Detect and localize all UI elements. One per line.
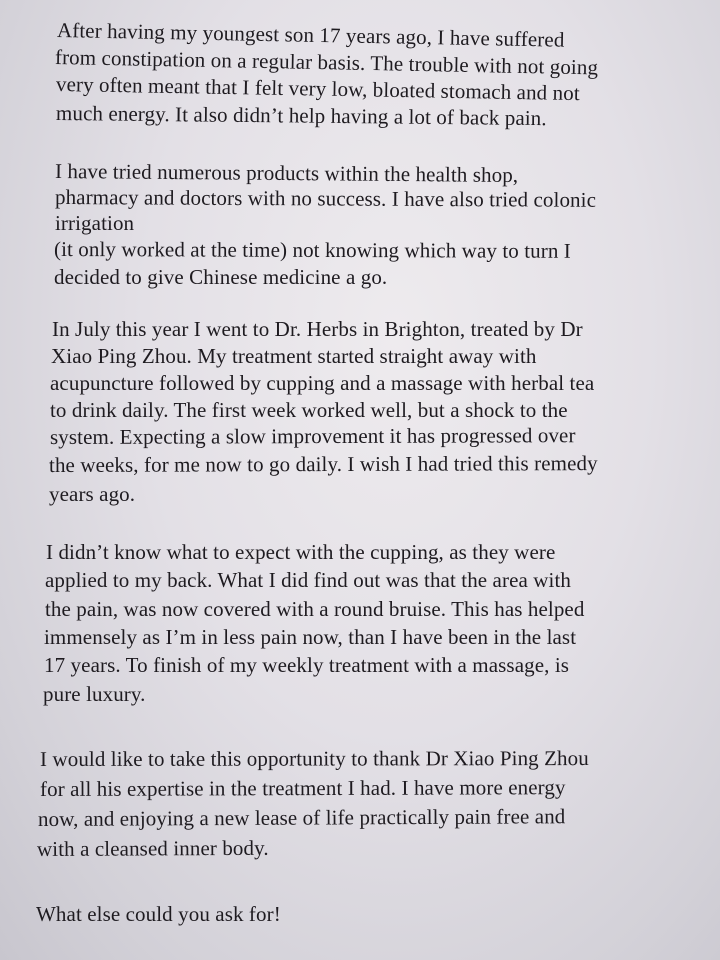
text-line: In July this year I went to Dr. Herbs in Brighton, treated by Dr	[52, 317, 583, 341]
text-line: very often meant that I felt very low, bloated stomach and not	[55, 72, 580, 106]
text-line: now, and enjoying a new lease of life practically pain free and	[37, 804, 566, 831]
text-line: from constipation on a regular basis. The trouble with not going	[54, 45, 599, 80]
text-line: acupuncture followed by cupping and a massage with herbal tea	[50, 371, 595, 395]
text-line: years ago.	[49, 482, 136, 506]
text-line: for all his expertise in the treatment I had. I have more energy	[39, 775, 566, 801]
text-line: Xiao Ping Zhou. My treatment started straight away with	[51, 344, 537, 368]
text-line: pharmacy and doctors with no success. I have also tried colonic	[54, 185, 597, 212]
text-line: system. Expecting a slow improvement it has progressed over	[49, 423, 576, 449]
text-line: applied to my back. What I did find out was that the area with	[45, 568, 572, 592]
text-line: much energy. It also didn’t help having a lot of back pain.	[55, 101, 547, 131]
text-line: I have tried numerous products within the health shop,	[54, 159, 519, 188]
text-line: with a cleansed inner body.	[36, 835, 269, 861]
text-line: I didn’t know what to expect with the cupping, as they were	[46, 540, 556, 564]
text-line: I would like to take this opportunity to thank Dr Xiao Ping Zhou	[39, 746, 589, 771]
text-line: irrigation	[55, 211, 135, 235]
text-line: the weeks, for me now to go daily. I wish I had tried this remedy	[48, 451, 598, 477]
text-line: immensely as I’m in less pain now, than I have been in the last	[44, 625, 577, 649]
text-line: pure luxury.	[43, 682, 146, 706]
text-line: the pain, was now covered with a round bruise. This has helped	[45, 597, 585, 621]
text-line: After having my youngest son 17 years ago, I have suffered	[56, 18, 565, 52]
text-line: to drink daily. The first week worked well, but a shock to the	[50, 398, 568, 422]
text-line: (it only worked at the time) not knowing which way to turn I	[53, 237, 571, 263]
text-line: 17 years. To finish of my weekly treatment with a massage, is	[44, 653, 570, 677]
text-line: decided to give Chinese medicine a go.	[54, 265, 388, 289]
text-line: What else could you ask for!	[36, 902, 281, 926]
